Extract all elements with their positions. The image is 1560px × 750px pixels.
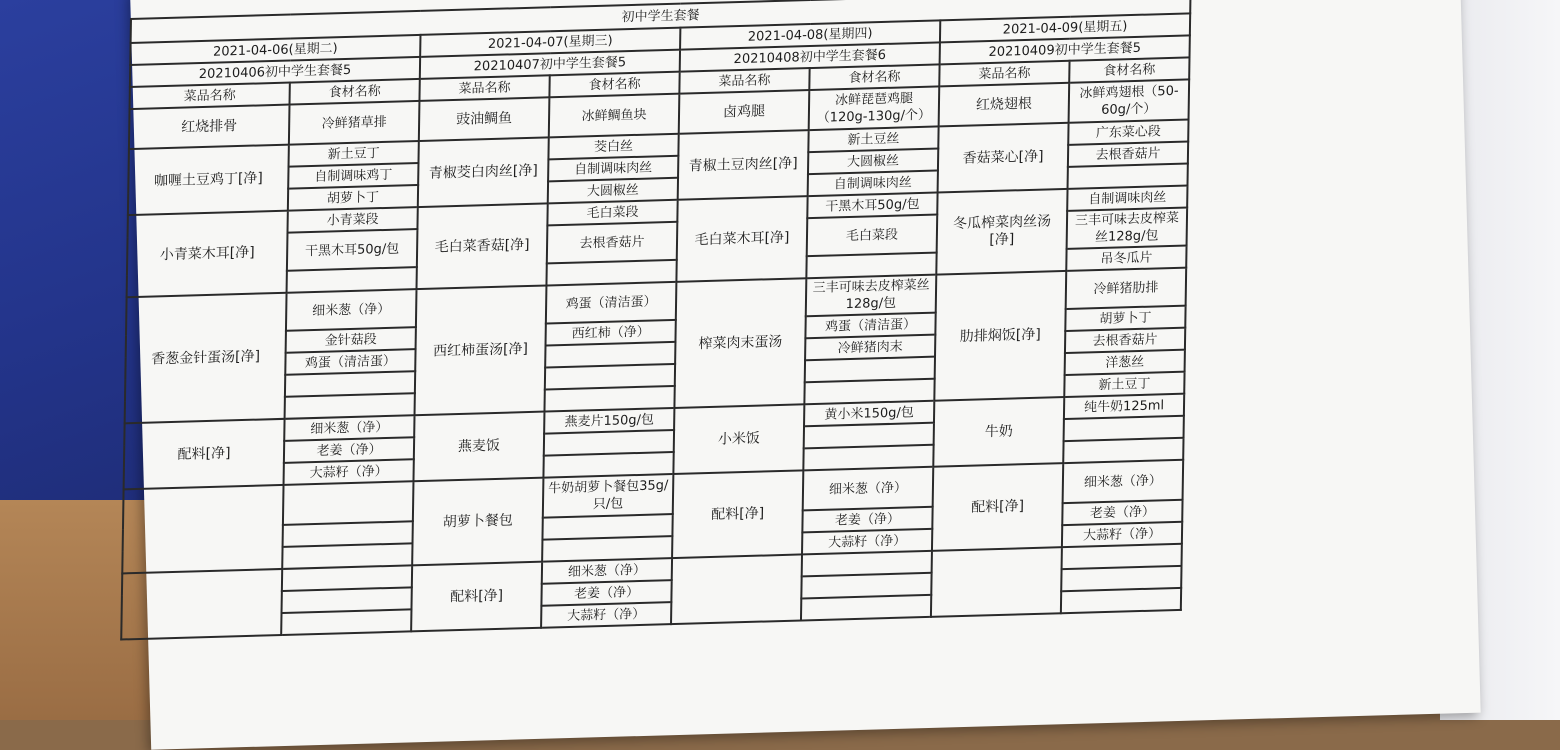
day3-ingredient-header: 食材名称 <box>809 64 939 90</box>
day1-ingredient: 老姜（净） <box>284 437 414 463</box>
day1-dish-header: 菜品名称 <box>130 83 290 109</box>
day2-ingredient: 冰鲜鲷鱼块 <box>549 94 680 138</box>
day4-dish <box>931 547 1062 617</box>
menu-sheet <box>120 0 1191 641</box>
day2-ingredient: 老姜（净） <box>541 580 671 606</box>
day2-ingredient: 毛白菜段 <box>547 200 677 226</box>
day4-ingredient: 去根香菇片 <box>1065 328 1185 353</box>
day3-ingredient: 新土豆丝 <box>808 126 938 152</box>
day2-ingredient: 燕麦片150g/包 <box>544 408 674 434</box>
day3-ingredient: 三丰可味去皮榨菜丝128g/包 <box>806 275 937 317</box>
day1-dish <box>122 485 283 574</box>
day2-dish: 燕麦饭 <box>413 412 544 482</box>
day1-ingredient: 胡萝卜丁 <box>288 185 418 211</box>
day3-dish: 青椒土豆肉丝[净] <box>678 130 809 200</box>
day4-ingredient: 纯牛奶125ml <box>1064 394 1184 419</box>
day3-dish: 小米饭 <box>673 404 804 474</box>
day4-ingredient: 大蒜籽（净） <box>1062 522 1182 547</box>
day2-ingredient-header: 食材名称 <box>549 72 679 98</box>
day2-ingredient: 茭白丝 <box>548 134 678 160</box>
day4-ingredient: 广东菜心段 <box>1068 119 1188 144</box>
day1-dish: 红烧排骨 <box>129 105 290 150</box>
day1-ingredient <box>281 609 411 635</box>
day2-ingredient: 西红柿（净） <box>546 320 676 346</box>
day2-ingredient: 去根香菇片 <box>547 222 678 264</box>
menu-table <box>120 0 1191 641</box>
day3-ingredient: 自制调味肉丝 <box>808 171 938 197</box>
day4-set-name: 20210409初中学生套餐5 <box>940 35 1190 64</box>
day1-ingredient: 小青菜段 <box>287 207 417 233</box>
day1-dish: 香葱金针蛋汤[净] <box>125 293 287 424</box>
day3-dish: 毛白菜木耳[净] <box>676 196 807 282</box>
day1-dish: 配料[净] <box>124 419 285 490</box>
day2-dish-header: 菜品名称 <box>419 75 549 101</box>
day1-dish <box>121 569 282 640</box>
day2-dish: 豉油鲷鱼 <box>419 97 550 141</box>
day4-ingredient: 细米葱（净） <box>1063 460 1184 503</box>
day2-dish: 胡萝卜餐包 <box>412 478 543 566</box>
day1-ingredient: 冷鲜猪草排 <box>289 101 420 145</box>
day2-dish: 西红柿蛋汤[净] <box>415 285 547 415</box>
day4-ingredient: 自制调味肉丝 <box>1067 186 1187 211</box>
day3-ingredient: 黄小米150g/包 <box>804 401 934 427</box>
day2-set-name: 20210407初中学生套餐5 <box>420 50 680 79</box>
day1-ingredient: 金针菇段 <box>286 327 416 353</box>
day4-dish: 香菇菜心[净] <box>938 123 1069 193</box>
day3-dish: 配料[净] <box>672 470 803 558</box>
day2-dish: 配料[净] <box>411 562 542 632</box>
day3-ingredient: 冷鲜猪肉末 <box>805 335 935 361</box>
day4-ingredient: 吊冬瓜片 <box>1066 246 1186 271</box>
day4-ingredient: 去根香菇片 <box>1068 142 1188 167</box>
day4-dish: 肋排焖饭[净] <box>934 271 1066 401</box>
day4-dish: 红烧翅根 <box>939 83 1070 127</box>
day2-ingredient: 自制调味肉丝 <box>548 156 678 182</box>
day1-dish: 小青菜木耳[净] <box>127 211 288 298</box>
day4-ingredient: 洋葱丝 <box>1065 350 1185 375</box>
day1-date: 2021-04-06(星期二) <box>130 35 420 65</box>
day1-ingredient: 自制调味鸡丁 <box>288 163 418 189</box>
day1-ingredient: 细米葱（净） <box>284 415 414 441</box>
day1-ingredient-header: 食材名称 <box>290 79 420 105</box>
day2-date: 2021-04-07(星期三) <box>420 28 680 57</box>
day4-ingredient <box>1061 588 1181 613</box>
day4-dish: 冬瓜榨菜肉丝汤[净] <box>936 189 1067 275</box>
day4-date: 2021-04-09(星期五) <box>940 13 1190 42</box>
day3-set-name: 20210408初中学生套餐6 <box>680 42 940 71</box>
day2-ingredient: 细米葱（净） <box>542 558 672 584</box>
day2-ingredient: 大蒜籽（净） <box>541 602 671 628</box>
day2-dish: 毛白菜香菇[净] <box>417 203 548 289</box>
day3-ingredient: 干黑木耳50g/包 <box>807 193 937 219</box>
day1-ingredient: 新土豆丁 <box>289 141 419 167</box>
day1-ingredient: 鸡蛋（清洁蛋） <box>285 349 415 375</box>
day4-ingredient: 新土豆丁 <box>1064 372 1184 397</box>
day3-dish-header: 菜品名称 <box>679 68 809 94</box>
day3-ingredient: 毛白菜段 <box>807 215 938 257</box>
day1-dish: 咖喱土豆鸡丁[净] <box>128 145 289 216</box>
day1-ingredient: 细米葱（净） <box>286 289 417 331</box>
day2-dish: 青椒茭白肉丝[净] <box>418 137 549 207</box>
page-title: 初中学生套餐 <box>131 0 1191 43</box>
day3-dish: 卤鸡腿 <box>679 90 810 134</box>
day3-dish <box>671 554 802 624</box>
day4-ingredient: 三丰可味去皮榨菜丝128g/包 <box>1067 208 1188 249</box>
day3-date: 2021-04-08(星期四) <box>680 20 940 49</box>
day3-ingredient: 细米葱（净） <box>803 467 934 511</box>
day3-ingredient: 大圆椒丝 <box>808 148 938 174</box>
day3-dish: 榨菜肉末蛋汤 <box>674 278 806 408</box>
day1-ingredient: 干黑木耳50g/包 <box>287 229 418 271</box>
day3-ingredient: 鸡蛋（清洁蛋） <box>805 313 935 339</box>
day2-ingredient: 鸡蛋（清洁蛋） <box>546 282 677 324</box>
day4-ingredient: 冰鲜鸡翅根（50-60g/个） <box>1069 79 1190 122</box>
day4-dish: 牛奶 <box>933 397 1064 467</box>
day2-ingredient: 大圆椒丝 <box>548 178 678 204</box>
day2-ingredient: 牛奶胡萝卜餐包35g/只/包 <box>543 474 674 518</box>
day4-dish-header: 菜品名称 <box>939 61 1069 87</box>
day4-ingredient: 胡萝卜丁 <box>1065 306 1185 331</box>
day3-ingredient <box>801 595 931 621</box>
day4-dish: 配料[净] <box>932 463 1063 551</box>
day4-ingredient: 冷鲜猪肋排 <box>1066 268 1187 309</box>
day1-set-name: 20210406初中学生套餐5 <box>130 57 420 87</box>
day4-ingredient-header: 食材名称 <box>1069 57 1189 82</box>
day3-ingredient: 大蒜籽（净） <box>802 529 932 555</box>
day4-ingredient: 老姜（净） <box>1062 500 1182 525</box>
day3-ingredient: 老姜（净） <box>802 507 932 533</box>
day1-ingredient: 大蒜籽（净） <box>284 459 414 485</box>
day1-ingredient <box>283 481 414 525</box>
day3-ingredient: 冰鲜琵琶鸡腿（120g-130g/个） <box>809 86 940 130</box>
